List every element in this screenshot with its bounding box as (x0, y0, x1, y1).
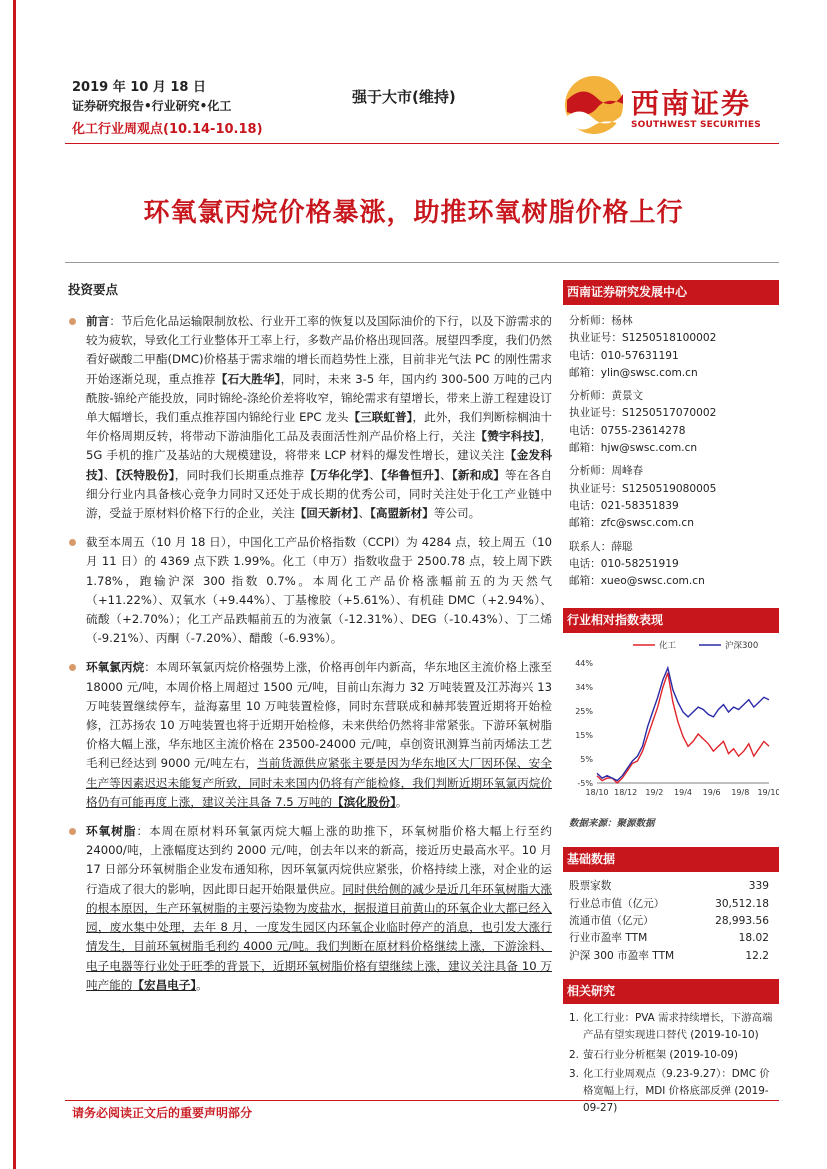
paragraph-text: 截至本周五（10 月 18 日），中国化工产品价格指数（CCPI）为 4284 点，较上周五（10 月 11 日）的 4369 点下跌 1.99%。化工（申万）指数收盘于 2500.78 点，较上周下跌 1.78%，跑输沪深 300 指数 0.7%。本周化工产品价格涨幅前五的为天然气（+11.22%）、双氧水（+9.44%）、丁基橡胶（+5.61%）、有机硅 DMC（+2.94%）、硫酸（+2.70%）；化工产品跌幅前五的为液氯（-12.31%）、DEG（-10.43%）、丁二烯（-9.21%）、丙酮（-7.20%）、醋酸（-6.93%）。 (86, 535, 552, 646)
analyst-email: 邮箱：zfc@swsc.com.cn (569, 517, 694, 530)
paragraph-label: 环氧氯丙烷 (86, 660, 145, 675)
report-title: 环氧氯丙烷价格暴涨，助推环氧树脂价格上行 (143, 198, 684, 228)
analyst-name: 分析师：周峰春 (569, 465, 644, 478)
weekly-title: 化工行业周观点(10.14-10.18) (72, 122, 263, 137)
contact-name: 联系人：薛聪 (569, 540, 633, 553)
footer-divider (65, 1100, 779, 1101)
basic-row (569, 948, 769, 965)
paragraph-text-underlined: 同时供给侧的减少是近几年环氧树脂大涨的根本原因，生产环氧树脂的主要污染物为废盐水，据报道目前黄山的环氧企业大都已经入园，废水集中处理，去年 8 月，一度发生园区内环氧企业临时停产的消息，也引发大涨行情发生，目前环氧树脂毛利约 4000 元/吨。我们判断在原材料价格继续上涨，下游涂料、电子电器等行业处于旺季的背景下，近期环氧树脂价格有望继续上涨，建议关注具备 10 万吨产能的 (86, 881, 552, 992)
series-line (597, 673, 769, 783)
x-tick-label: 19/2 (645, 788, 664, 798)
analyst-license: 执业证号：S1250518100002 (569, 332, 717, 345)
analyst-name: 分析师：杨林 (569, 315, 633, 327)
x-tick-label: 19/10 (757, 788, 779, 798)
sidebar-heading-center: 西南证券研究发展中心 (563, 280, 779, 305)
sidebar-heading-performance: 行业相对指数表现 (563, 608, 779, 633)
chart-source: 数据来源：聚源数据 (569, 818, 655, 830)
related-item[interactable] (569, 1066, 775, 1118)
basic-row (569, 913, 769, 930)
title-divider (65, 262, 779, 263)
paragraph-ech (66, 658, 552, 812)
header-divider (65, 143, 779, 144)
basic-row (569, 878, 769, 895)
related-item[interactable] (569, 1047, 775, 1064)
related-title[interactable]: 化工行业周观点（9.23-9.27）：DMC 价格宽幅上行，MDI 价格底部反弹 (2019-09-27) (583, 1067, 770, 1115)
stock-tag: 【赞宇科技】 (475, 429, 541, 444)
sidebar-heading-related: 相关研究 (563, 979, 779, 1004)
stock-tag: 【三联虹普】 (348, 410, 413, 425)
section-heading: 投资要点 (68, 282, 119, 297)
basic-row (569, 930, 769, 947)
paragraph-text: ：本周环氧氯丙烷价格强势上涨，价格再创年内新高，华东地区主流价格上涨至 18000 元/吨，本周价格上周超过 1500 元/吨，目前山东海力 32 万吨装置及江苏海兴 13 万吨装置继续停车，益海嘉里 10 万吨装置检修，同时东营联成和赫邦装置近期将开始检修，江苏扬农 10 万吨装置也将于近期开始检修，未来供给仍然将非常紧张。下游环氧树脂价格大幅上涨，华东地区主流价格在 23500-24000 元/吨，卓创资讯测算当前丙烯法工艺毛利已经达到 9000 元/吨左右， (86, 660, 552, 771)
paragraph-text: 、 (369, 467, 382, 482)
analyst-card (569, 313, 779, 382)
series-line (597, 668, 769, 781)
paragraph-text: ，同时，未来 3-5 年，国内约 300-500 万吨的己内酰胺-锦纶产能投放，同时锦纶-涤纶价差将收窄，锦纶需求有望增长，带来上游工程建设订单大幅增长，我们重点推荐国内锦纶行业 EPC 龙头 (86, 371, 553, 425)
paragraph-text: 。 (196, 977, 208, 992)
analyst-license: 执业证号：S1250517070002 (569, 407, 717, 420)
logo-text-en: SOUTHWEST SECURITIES (631, 120, 761, 130)
analyst-email: 邮箱：hjw@swsc.com.cn (569, 442, 698, 455)
performance-chart (563, 633, 779, 813)
y-tick-label: 44% (575, 659, 593, 669)
rating: 强于大市(维持) (352, 88, 456, 106)
paragraph-label: 前言 (86, 314, 110, 328)
related-item[interactable] (569, 1010, 775, 1045)
stock-tag: 【华鲁恒升】 (381, 467, 441, 482)
paragraph-market (66, 533, 552, 648)
basic-data-table (563, 872, 779, 964)
contact-phone: 电话：010-58251919 (569, 557, 679, 570)
stock-tag: 【石大胜华】 (215, 371, 281, 386)
stock-tag: 【高盟新材】 (370, 506, 434, 521)
analyst-name: 分析师：黄景文 (569, 390, 644, 403)
legend-label: 化工 (659, 641, 677, 652)
basic-value: 12.2 (745, 949, 769, 962)
paragraph-text: 、 (103, 467, 116, 482)
legend-label: 沪深300 (725, 641, 759, 652)
y-tick-label: 34% (575, 683, 593, 693)
analyst-license: 执业证号：S1250519080005 (569, 482, 717, 495)
stock-tag: 【宏昌电子】 (132, 977, 197, 992)
x-tick-label: 19/6 (702, 788, 721, 798)
sidebar-heading-basic: 基础数据 (563, 847, 779, 872)
analyst-phone: 电话：010-57631191 (569, 349, 679, 362)
bullet-dot (69, 664, 76, 671)
paragraph-text: ：节后危化品运输限制放松、行业开工率的恢复以及国际油价的下行，以及下游需求的较为疲软，导致化工行业整体开工率上行，多数产品价格出现回落。展望四季度，我们仍然看好碳酸二甲酯(DMC)价格基于需求端的增长而趋势性上涨，目前非光气法 PC 的刚性需求开始逐渐兑现，重点推荐 (86, 314, 552, 386)
contact-card (569, 539, 779, 591)
related-number: 3. (569, 1067, 579, 1080)
x-tick-label: 19/8 (731, 788, 750, 798)
basic-value: 339 (748, 880, 769, 893)
report-date: 2019 年 10 月 18 日 (72, 80, 206, 95)
basic-value: 28,993.56 (715, 915, 769, 928)
sidebar (563, 280, 779, 1120)
stock-tag: 【金发科技】 (86, 448, 552, 482)
analyst-card (569, 463, 779, 532)
basic-value: 30,512.18 (715, 897, 769, 910)
paragraph-epoxy (66, 822, 552, 995)
contact-email: 邮箱：xueo@swsc.com.cn (569, 575, 705, 588)
left-accent-bar (13, 0, 16, 1169)
paragraph-label: 环氧树脂 (86, 824, 137, 839)
company-logo (563, 74, 773, 138)
related-number: 1. (569, 1011, 579, 1024)
y-tick-label: 5% (580, 755, 593, 765)
line-chart-svg (563, 633, 779, 803)
footer-disclaimer: 请务必阅读正文后的重要声明部分 (72, 1106, 253, 1120)
stock-tag: 【沃特股份】 (115, 467, 175, 482)
basic-key: 沪深 300 市盈率 TTM (569, 949, 675, 962)
basic-key: 行业市盈率 TTM (569, 932, 648, 945)
y-tick-label: 15% (575, 731, 593, 741)
stock-tag: 【滨化股份】 (332, 794, 396, 809)
basic-key: 流通市值（亿元） (569, 915, 654, 928)
paragraph-text: 、 (440, 467, 452, 482)
logo-emblem-icon (563, 74, 625, 136)
analyst-list (563, 305, 779, 590)
report-type: 证券研究报告•行业研究•化工 (72, 99, 232, 113)
x-tick-label: 18/12 (614, 788, 638, 798)
paragraph-text: ，同时我们长期重点推荐 (174, 467, 305, 482)
x-tick-label: 18/10 (585, 788, 609, 798)
bullet-dot (69, 539, 76, 546)
paragraph-text: 。 (395, 794, 408, 809)
analyst-phone: 电话：0755-23614278 (569, 424, 686, 437)
paragraph-text: 等在各自细分行业内具备核心竞争力同时又还处于成长期的优秀公司，同时关注处于化工产业链中游，受益于原材料价格下行的企业，关注 (86, 467, 552, 521)
analyst-email: 邮箱：ylin@swsc.com.cn (569, 366, 698, 379)
analyst-card (569, 388, 779, 457)
related-number: 2. (569, 1048, 579, 1061)
y-tick-label: -5% (577, 779, 593, 789)
paragraph-preface (66, 312, 552, 523)
paragraph-text: ，5G 手机的推广及基站的大规模建设，将带来 LCP 材料的爆发性增长，建议关注 (86, 429, 552, 463)
stock-tag: 【新和成】 (451, 467, 506, 482)
paragraph-text-underlined: 当前货源供应紧张主要是因为华东地区大厂因环保、安全生产等因素迟迟未能复产所致，同时未来国内仍将有产能检修，我们判断近期环氧氯丙烷价格仍有可能再度上涨，建议关注具备 7.5 万吨的 (86, 756, 552, 809)
paragraph-text: 、 (358, 506, 371, 521)
stock-tag: 【万华化学】 (304, 467, 370, 482)
basic-value: 18.02 (738, 932, 769, 945)
basic-key: 股票家数 (569, 880, 612, 893)
related-title[interactable]: 萤石行业分析框架 (2019-10-09) (583, 1048, 738, 1061)
basic-row (569, 896, 769, 913)
stock-tag: 【回天新材】 (294, 506, 359, 521)
paragraph-text: ，此外，我们判断棕榈油十年价格周期反转，将带动下游油脂化工品及表面活性剂产品价格上行，关注 (86, 410, 552, 444)
basic-key: 行业总市值（亿元） (569, 897, 665, 910)
main-content (66, 280, 552, 1005)
paragraph-text: 等公司。 (433, 506, 481, 521)
y-tick-label: 25% (575, 707, 593, 717)
analyst-phone: 电话：021-58351839 (569, 499, 679, 512)
logo-text-cn: 西南证券 (631, 87, 752, 120)
related-title[interactable]: 化工行业：PVA 需求持续增长，下游高端产品有望实现进口替代 (2019-10-10) (583, 1011, 773, 1042)
paragraph-text: ：本周在原材料环氧氯丙烷大幅上涨的助推下，环氧树脂价格大幅上行至约 24000/吨，上涨幅度达到约 2000 元/吨，创去年以来的新高，接近历史最高水平。10 月 17 日部分环氧树脂企业发布通知称，因环氧氯丙烷供应紧张，价格持续上涨，对企业的运行造成了很大的影响，因此即日起开始限量供应。 (86, 824, 552, 896)
x-tick-label: 19/4 (674, 788, 692, 798)
bullet-dot (69, 828, 76, 835)
bullet-dot (69, 318, 76, 325)
